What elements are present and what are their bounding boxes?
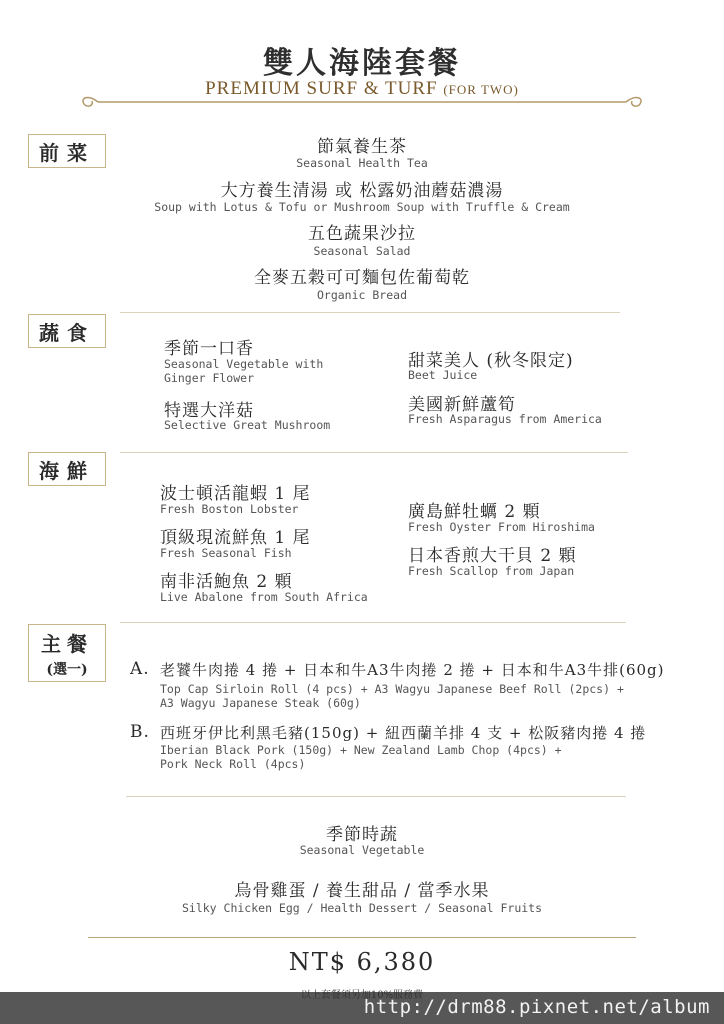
veg-right-2-zh: 美國新鮮蘆筍 [408, 395, 516, 415]
menu-title: 雙人海陸套餐 [263, 46, 461, 81]
veg-left-1-en: Seasonal Vegetable with Ginger Flower [164, 357, 324, 385]
category-vegetables: 蔬食 [28, 314, 106, 348]
menu-subtitle-main: PREMIUM SURF & TURF [205, 78, 438, 99]
extra-1-zh: 季節時蔬 [326, 825, 398, 845]
seafood-left-2-zh: 頂級現流鮮魚 1 尾 [160, 528, 311, 548]
main-option-b-zh: 西班牙伊比利黑毛豬(150g) + 紐西蘭羊排 4 支 + 松阪豬肉捲 4 捲 [160, 724, 647, 742]
veg-right-2-en: Fresh Asparagus from America [408, 412, 602, 426]
price: NT$ 6,380 [288, 948, 436, 976]
starter-4-zh: 全麥五穀可可麵包佐葡萄乾 [254, 268, 470, 288]
main-option-b-letter: B. [130, 722, 150, 742]
category-main-label: 主餐 [41, 631, 93, 656]
seafood-right-1-en: Fresh Oyster From Hiroshima [408, 520, 595, 534]
seafood-left-1-zh: 波士頓活龍蝦 1 尾 [160, 484, 311, 504]
veg-left-2-zh: 特選大洋菇 [164, 401, 254, 421]
starter-2-en: Soup with Lotus & Tofu or Mushroom Soup with Truffle & Cream [154, 200, 570, 214]
starter-3-zh: 五色蔬果沙拉 [308, 224, 416, 244]
main-option-a-zh: 老饕牛肉捲 4 捲 + 日本和牛A3牛肉捲 2 捲 + 日本和牛A3牛排(60g) [160, 661, 665, 679]
starter-1-zh: 節氣養生茶 [317, 137, 407, 157]
extra-2-zh: 烏骨雞蛋 / 養生甜品 / 當季水果 [234, 881, 490, 901]
starter-2-zh: 大方養生清湯 或 松露奶油蘑菇濃湯 [220, 181, 504, 201]
menu-subtitle-suffix: (FOR TWO) [443, 82, 519, 97]
section-divider [120, 452, 628, 453]
starter-1-en: Seasonal Health Tea [296, 156, 428, 170]
section-divider [126, 796, 626, 797]
section-divider [120, 312, 620, 313]
extra-1-en: Seasonal Vegetable [299, 843, 425, 857]
starter-3-en: Seasonal Salad [313, 244, 411, 258]
price-divider [88, 937, 636, 938]
seafood-left-3-zh: 南非活鮑魚 2 顆 [160, 572, 293, 592]
seafood-left-2-en: Fresh Seasonal Fish [160, 546, 292, 560]
main-option-b-en-line1: Iberian Black Pork (150g) + New Zealand Lamb Chop (4pcs) + [160, 743, 562, 757]
seafood-right-2-zh: 日本香煎大干貝 2 顆 [408, 546, 577, 566]
category-main-sublabel: (選一) [46, 661, 88, 678]
starter-4-en: Organic Bread [316, 288, 407, 302]
main-option-a-en-line2: A3 Wagyu Japanese Steak (60g) [160, 696, 361, 710]
ornament-divider [78, 92, 646, 112]
category-main [28, 624, 106, 682]
seafood-right-2-en: Fresh Scallop from Japan [408, 564, 575, 578]
category-seafood: 海鮮 [28, 452, 106, 486]
veg-left-1-zh: 季節一口香 [164, 339, 254, 359]
veg-left-2-en: Selective Great Mushroom [164, 418, 331, 432]
watermark-url: http://drm88.pixnet.net/album [363, 996, 710, 1018]
main-option-a-letter: A. [130, 659, 150, 679]
veg-right-1-en: Beet Juice [408, 368, 478, 382]
veg-right-1-zh: 甜菜美人 (秋冬限定) [408, 351, 574, 371]
seafood-right-1-zh: 廣島鮮牡蠣 2 顆 [408, 502, 541, 522]
seafood-left-1-en: Fresh Boston Lobster [160, 502, 299, 516]
section-divider [120, 622, 626, 623]
category-starters: 前菜 [28, 134, 106, 168]
main-option-b-en-line2: Pork Neck Roll (4pcs) [160, 757, 306, 771]
main-option-a-en-line1: Top Cap Sirloin Roll (4 pcs) + A3 Wagyu Japanese Beef Roll (2pcs) + [160, 682, 624, 696]
seafood-left-3-en: Live Abalone from South Africa [160, 590, 368, 604]
extra-2-en: Silky Chicken Egg / Health Dessert / Seasonal Fruits [181, 901, 543, 915]
